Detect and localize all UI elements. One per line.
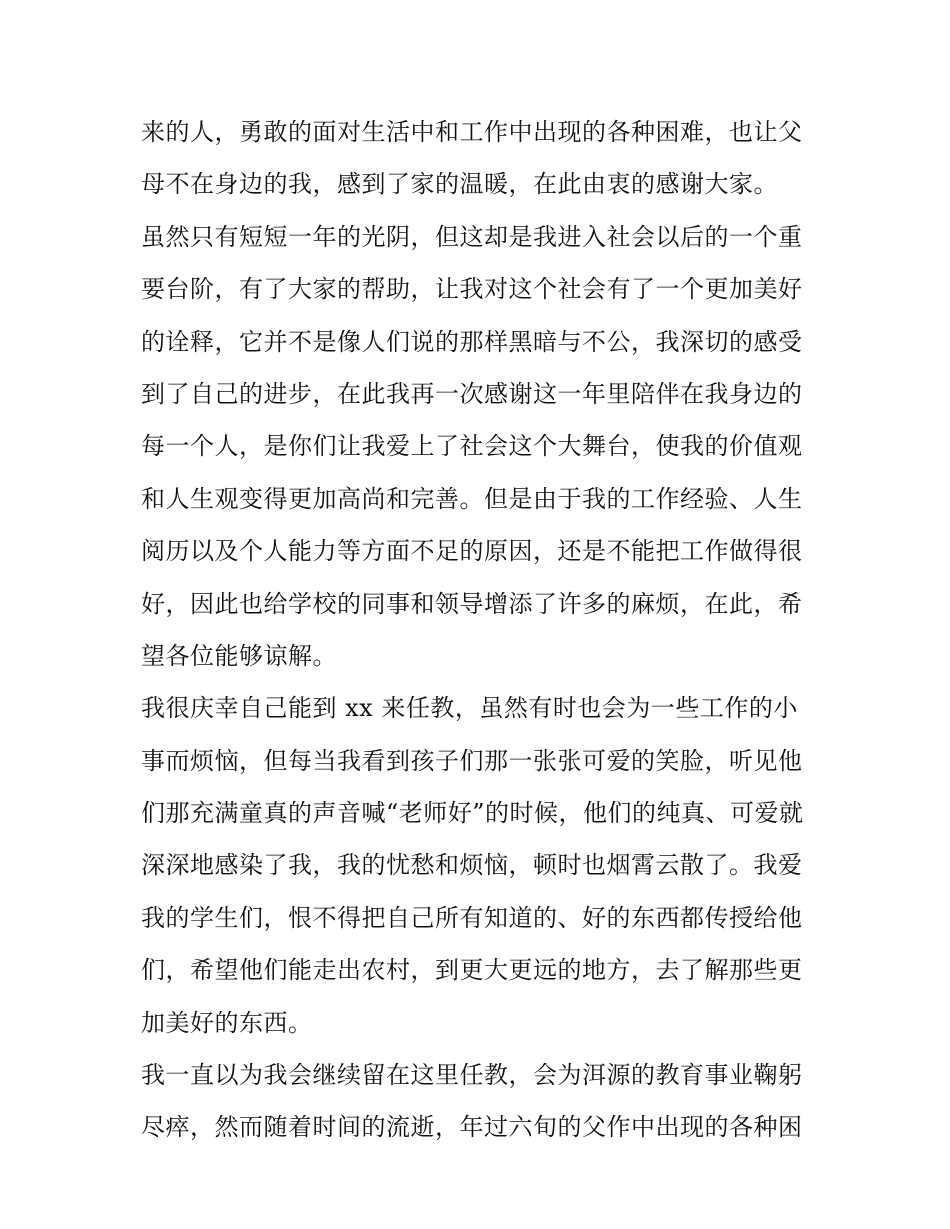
text-line: 我一直以为我会继续留在这里任教，会为洱源的教育事业鞠躬: [141, 1061, 803, 1090]
text-line: 望各位能够谅解。: [141, 641, 337, 670]
text-line: 我很庆幸自己能到 xx 来任教，虽然有时也会为一些工作的小: [141, 694, 798, 723]
text-line: 深深地感染了我，我的忧愁和烦恼，顿时也烟霄云散了。我爱: [141, 851, 803, 880]
text-line: 每一个人，是你们让我爱上了社会这个大舞台，使我的价值观: [141, 432, 803, 461]
text-line: 好，因此也给学校的同事和领导增添了许多的麻烦，在此，希: [141, 589, 803, 618]
text-line: 母不在身边的我，感到了家的温暖，在此由衷的感谢大家。: [141, 170, 778, 199]
text-line: 到了自己的进步，在此我再一次感谢这一年里陪伴在我身边的: [141, 379, 803, 408]
text-line: 和人生观变得更加高尚和完善。但是由于我的工作经验、人生: [141, 484, 803, 513]
body-text: [141, 106, 821, 1154]
text-line: 尽瘁，然而随着时间的流逝，年过六旬的父作中出现的各种困: [141, 1113, 803, 1142]
text-line: 来的人，勇敢的面对生活中和工作中出现的各种困难，也让父: [141, 118, 803, 146]
text-line: 们，希望他们能走出农村，到更大更远的地方，去了解那些更: [141, 956, 803, 985]
text-line: 的诠释，它并不是像人们说的那样黑暗与不公，我深切的感受: [141, 327, 803, 356]
text-line: 加美好的东西。: [141, 1008, 313, 1037]
text-line: 们那充满童真的声音喊“老师好”的时候，他们的纯真、可爱就: [141, 799, 804, 828]
text-line: 事而烦恼，但每当我看到孩子们那一张张可爱的笑脸，听见他: [141, 746, 803, 775]
text-line: 阅历以及个人能力等方面不足的原因，还是不能把工作做得很: [141, 537, 803, 566]
text-line: 要台阶，有了大家的帮助，让我对这个社会有了一个更加美好: [141, 275, 803, 304]
text-line: 虽然只有短短一年的光阴，但这却是我进入社会以后的一个重: [141, 222, 803, 251]
text-line: 我的学生们，恨不得把自己所有知道的、好的东西都传授给他: [141, 903, 803, 932]
